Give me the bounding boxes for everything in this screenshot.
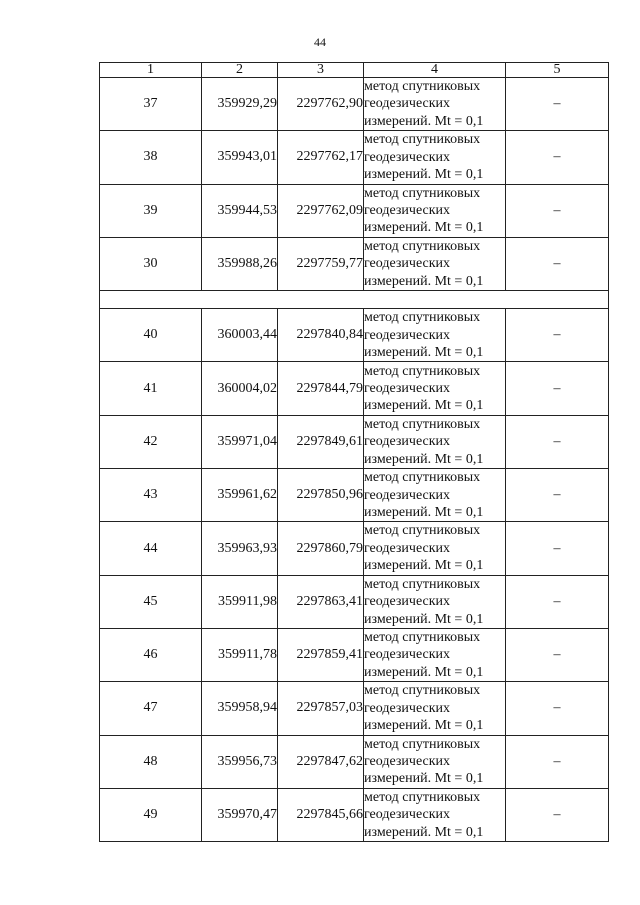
point-number-cell: 46 [100,628,202,681]
y-coordinate-cell: 2297840,84 [278,309,364,362]
x-coordinate-cell: 359929,29 [202,78,278,131]
table-row [100,78,609,131]
point-number-cell: 37 [100,78,202,131]
table-separator [100,291,609,309]
method-cell: метод спутниковых геодезических измерений. Mt = 0,1 [364,78,506,131]
table-row [100,628,609,681]
separator-cell [100,291,609,309]
table-header-row [100,63,609,78]
note-cell: – [506,131,609,184]
y-coordinate-cell: 2297849,61 [278,415,364,468]
note-cell: – [506,628,609,681]
point-number-cell: 30 [100,237,202,290]
table-row [100,788,609,841]
table-row [100,469,609,522]
method-cell: метод спутниковых геодезических измерений. Mt = 0,1 [364,788,506,841]
method-cell: метод спутниковых геодезических измерений. Mt = 0,1 [364,237,506,290]
x-coordinate-cell: 359958,94 [202,682,278,735]
x-coordinate-cell: 360003,44 [202,309,278,362]
point-number-cell: 38 [100,131,202,184]
method-cell: метод спутниковых геодезических измерений. Mt = 0,1 [364,131,506,184]
y-coordinate-cell: 2297850,96 [278,469,364,522]
x-coordinate-cell: 359944,53 [202,184,278,237]
page-number: 44 [314,35,326,49]
x-coordinate-cell: 359911,98 [202,575,278,628]
table-row [100,237,609,290]
table-row [100,575,609,628]
x-coordinate-cell: 359956,73 [202,735,278,788]
y-coordinate-cell: 2297762,09 [278,184,364,237]
note-cell: – [506,682,609,735]
method-cell: метод спутниковых геодезических измерений. Mt = 0,1 [364,184,506,237]
table-row [100,309,609,362]
method-cell: метод спутниковых геодезических измерений. Mt = 0,1 [364,469,506,522]
x-coordinate-cell: 359988,26 [202,237,278,290]
note-cell: – [506,522,609,575]
y-coordinate-cell: 2297762,90 [278,78,364,131]
column-header-2: 2 [202,63,278,78]
method-cell: метод спутниковых геодезических измерений. Mt = 0,1 [364,682,506,735]
method-cell: метод спутниковых геодезических измерений. Mt = 0,1 [364,735,506,788]
table-row [100,522,609,575]
x-coordinate-cell: 359963,93 [202,522,278,575]
column-header-3: 3 [278,63,364,78]
point-number-cell: 44 [100,522,202,575]
note-cell: – [506,415,609,468]
method-cell: метод спутниковых геодезических измерений. Mt = 0,1 [364,362,506,415]
method-cell: метод спутниковых геодезических измерений. Mt = 0,1 [364,415,506,468]
x-coordinate-cell: 359911,78 [202,628,278,681]
y-coordinate-cell: 2297859,41 [278,628,364,681]
note-cell: – [506,184,609,237]
point-number-cell: 48 [100,735,202,788]
table-row [100,184,609,237]
point-number-cell: 40 [100,309,202,362]
x-coordinate-cell: 359943,01 [202,131,278,184]
note-cell: – [506,309,609,362]
point-number-cell: 42 [100,415,202,468]
table-body-group-2 [100,309,609,842]
method-cell: метод спутниковых геодезических измерений. Mt = 0,1 [364,628,506,681]
x-coordinate-cell: 359970,47 [202,788,278,841]
separator-row [100,291,609,309]
table-row [100,682,609,735]
y-coordinate-cell: 2297844,79 [278,362,364,415]
note-cell: – [506,788,609,841]
y-coordinate-cell: 2297863,41 [278,575,364,628]
column-header-5: 5 [506,63,609,78]
y-coordinate-cell: 2297860,79 [278,522,364,575]
column-header-4: 4 [364,63,506,78]
table-row [100,362,609,415]
method-cell: метод спутниковых геодезических измерений. Mt = 0,1 [364,309,506,362]
x-coordinate-cell: 360004,02 [202,362,278,415]
method-cell: метод спутниковых геодезических измерений. Mt = 0,1 [364,575,506,628]
point-number-cell: 39 [100,184,202,237]
note-cell: – [506,469,609,522]
point-number-cell: 43 [100,469,202,522]
note-cell: – [506,362,609,415]
coordinates-table [99,62,609,842]
point-number-cell: 45 [100,575,202,628]
y-coordinate-cell: 2297759,77 [278,237,364,290]
table-row [100,415,609,468]
table-row [100,735,609,788]
table-row [100,131,609,184]
x-coordinate-cell: 359961,62 [202,469,278,522]
point-number-cell: 41 [100,362,202,415]
table-body-group-1 [100,78,609,291]
method-cell: метод спутниковых геодезических измерений. Mt = 0,1 [364,522,506,575]
y-coordinate-cell: 2297847,62 [278,735,364,788]
y-coordinate-cell: 2297845,66 [278,788,364,841]
point-number-cell: 49 [100,788,202,841]
y-coordinate-cell: 2297857,03 [278,682,364,735]
y-coordinate-cell: 2297762,17 [278,131,364,184]
note-cell: – [506,735,609,788]
note-cell: – [506,237,609,290]
column-header-1: 1 [100,63,202,78]
note-cell: – [506,78,609,131]
x-coordinate-cell: 359971,04 [202,415,278,468]
note-cell: – [506,575,609,628]
point-number-cell: 47 [100,682,202,735]
